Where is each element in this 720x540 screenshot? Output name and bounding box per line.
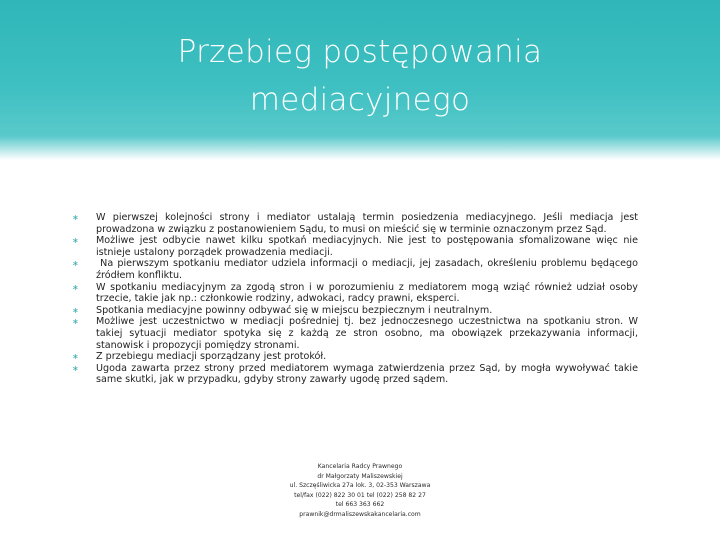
bullet-text: W spotkaniu mediacyjnym za zgodą stron i w porozumieniu z mediatorem mogą wziąć również udział osoby trzecie, takie jak np.: członkowie rodziny, adwokaci, radcy prawni, eksperci. [96, 281, 638, 305]
bullet-item [72, 363, 638, 386]
slide-title-line-2: mediacyjnego [249, 82, 471, 118]
bullet-list [72, 212, 642, 386]
bullet-text: Na pierwszym spotkaniu mediator udziela informacji o mediacji, jej zasadach, określeniu problemu będącego źródłem konfliktu. [96, 258, 642, 281]
slide-title-line-1: Przebieg postępowania [177, 34, 543, 70]
footer-email: prawnik@drmaliszewskakancelaria.com [299, 510, 421, 518]
bullet-text: Z przebiegu mediacji sporządzany jest protokół. [96, 351, 327, 363]
bullet-item [72, 305, 638, 317]
footer-person-name: dr Małgorzaty Maliszewskiej [317, 472, 403, 480]
bullet-text: Możliwe jest uczestnictwo w mediacji pośredniej tj. bez jednoczesnego uczestnictwa na spotkaniu stron. W takiej sytuacji mediator spotyka się z każdą ze stron osobno, ma obowiązek przekazywania informacji, stanowisk i propozycji pomiędzy stronami. [96, 316, 638, 351]
footer-phone-fax: tel/fax (022) 822 30 01 tel (022) 258 82 27 [294, 491, 426, 499]
bullet-item [72, 316, 638, 351]
asterisk-bullet-icon: ∗ [72, 236, 79, 246]
asterisk-bullet-icon: ∗ [72, 282, 79, 292]
footer-firm-name: Kancelaria Radcy Prawnego [317, 463, 403, 470]
bullet-item [72, 351, 638, 363]
bullet-item [72, 258, 642, 281]
asterisk-bullet-icon: ∗ [72, 259, 79, 269]
asterisk-bullet-icon: ∗ [72, 213, 79, 222]
bullet-text: Spotkania mediacyjne powinny odbywać się w miejscu bezpiecznym i neutralnym. [96, 304, 493, 316]
slide-title [100, 28, 620, 124]
bullet-text: Możliwe jest odbycie nawet kilku spotkań mediacyjnych. Nie jest to postępowania sfomalizowane więc nie istnieje ustalony porządek prowadzenia mediacji. [96, 235, 638, 258]
asterisk-bullet-icon: ∗ [72, 352, 79, 362]
asterisk-bullet-icon: ∗ [72, 305, 79, 315]
bullet-item [72, 212, 638, 235]
footer-phone: tel 663 363 662 [335, 501, 385, 509]
bullet-item [72, 282, 638, 305]
contact-footer [260, 462, 460, 520]
asterisk-bullet-icon: ∗ [72, 317, 79, 327]
footer-address: ul. Szczęśliwicka 27a lok. 3, 02-353 Warszawa [289, 482, 431, 490]
asterisk-bullet-icon: ∗ [72, 363, 79, 373]
bullet-item [72, 235, 638, 258]
bullet-text: Ugoda zawarta przez strony przed mediatorem wymaga zatwierdzenia przez Sąd, by mogła wywoływać takie same skutki, jak w przypadku, gdyby strony zawarły ugodę przed sądem. [96, 362, 638, 386]
bullet-text: W pierwszej kolejności strony i mediator ustalają termin posiedzenia mediacyjnego. Jeśli mediacja jest prowadzona w związku z postanowieniem Sądu, to musi on mieścić się w terminie oznaczonym przez Sąd. [96, 212, 638, 235]
